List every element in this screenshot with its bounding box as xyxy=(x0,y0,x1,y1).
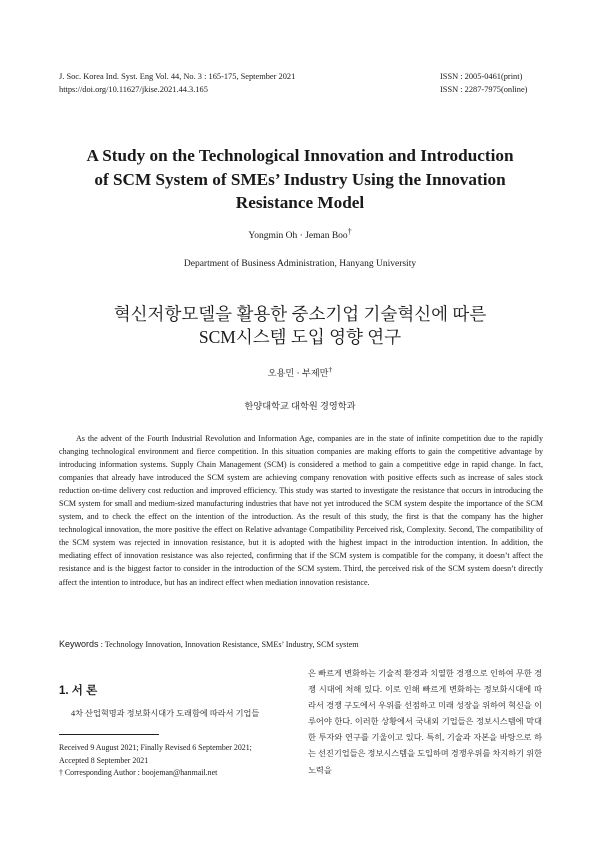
introduction-right-text: 은 빠르게 변화하는 기술적 환경과 치열한 경쟁으로 인하여 무한 경쟁 시대에 처해 있다. 이로 인해 빠르게 변화하는 정보화시대에 따라서 경쟁 구도에서 우위를 선점하고 미래 성장을 위하여 혁신을 이루어야 한다. 이러한 상황에서 국내외 기업들은 정보시스템에 막대한 투자와 연구를 기울이고 있다. 특히, 기술과 자본을 바탕으로 하는 선진기업들은 정보시스템을 도입하며 경쟁우위를 차지하기 위한 노력을 xyxy=(308,669,542,775)
korean-department: 한양대학교 대학원 경영학과 xyxy=(244,401,356,411)
english-authors xyxy=(0,227,600,241)
korean-title-line-1: 혁신저항모델을 활용한 중소기업 기술혁신에 따른 xyxy=(113,304,487,324)
introduction-left-text: 4차 산업혁명과 정보화시대가 도래함에 따라서 기업들 xyxy=(71,709,260,718)
doi-line: https://doi.org/10.11627/jkise.2021.44.3.165 xyxy=(59,85,208,94)
keywords-text: : Technology Innovation, Innovation Resistance, SMEs’ Industry, SCM system xyxy=(100,640,359,649)
header-issn xyxy=(440,70,527,96)
korean-title xyxy=(40,303,560,349)
keywords-label: Keywords xyxy=(59,639,99,649)
section-heading-introduction: 1. 서 론 xyxy=(59,685,98,697)
korean-title-line-2: SCM시스템 도입 영향 연구 xyxy=(198,327,402,347)
issn-print: ISSN : 2005-0461(print) xyxy=(440,72,523,81)
english-author-names: Yongmin Oh · Jeman Boo xyxy=(248,231,348,242)
corresponding-mark: † xyxy=(347,227,352,236)
english-title-line-1: A Study on the Technological Innovation and Introduction xyxy=(86,146,514,165)
english-title-line-2: of SCM System of SMEs’ Industry Using the Innovation xyxy=(94,169,506,189)
footnote-divider xyxy=(59,734,159,735)
accepted-date: Accepted 8 September 2021 xyxy=(59,755,149,765)
footnotes xyxy=(59,742,299,780)
english-title-line-3: Resistance Model xyxy=(235,193,365,212)
header-citation xyxy=(59,70,295,96)
english-title xyxy=(40,144,560,215)
introduction-right-column xyxy=(308,666,542,779)
korean-corresponding-mark: † xyxy=(328,365,333,374)
korean-author-names: 오용민 · 부제만 xyxy=(267,368,329,379)
keywords xyxy=(59,639,543,649)
journal-citation-line: J. Soc. Korea Ind. Syst. Eng Vol. 44, No. 3 : 165-175, September 2021 xyxy=(59,72,296,81)
english-department: Department of Business Administration, Hanyang University xyxy=(183,259,417,269)
abstract: As the advent of the Fourth Industrial Revolution and Information Age, companies are in the state of infinite competition due to the rapidly changing technological environment and fierce competition. In this situation companies are making efforts to gain the competitive advantage by introducing information systems. Supply Chain Management (SCM) is considered a method to gain a competitive edge in rapid change. In fact, companies that already have introduced the SCM system are achieving company renovation with positive effects such as increase of sales stock reduction on-time delivery cost reduction and improved efficiency. This study was started to investigate the resistance that occurs in introducing the SCM system for small and medium-sized manufacturing industries that have not yet introduced the SCM system despite the importance of the SCM system, and to check the effect on the intention of the introduction. As the result of this study, the first is that the company has the higher technological innovation, the more positive the effect on Relative advantage Compatibility Perceived risk, Complexity. Second, The compatibility of the SCM system was rejected in innovation resistance, but it is adopted with the highest impact in the introduction intention. In addition, the mediating effect of innovation resistance was also rejected, confirming that if the SCM system is compatible for the company, it doesn’t affect the resistance and is the biggest factor to consider in the introduction of the SCM system. Third, the perceived risk of the SCM system doesn’t directly affect the intention to introduce, but has an indirect effect when mediation innovation resistance. xyxy=(59,434,543,587)
corresponding-author: † Corresponding Author : boojeman@hanmail.net xyxy=(59,768,218,777)
issn-online: ISSN : 2287-7975(online) xyxy=(440,85,528,94)
korean-authors xyxy=(0,365,600,379)
received-date: Received 9 August 2021; Finally Revised 6 September 2021; xyxy=(59,743,252,752)
